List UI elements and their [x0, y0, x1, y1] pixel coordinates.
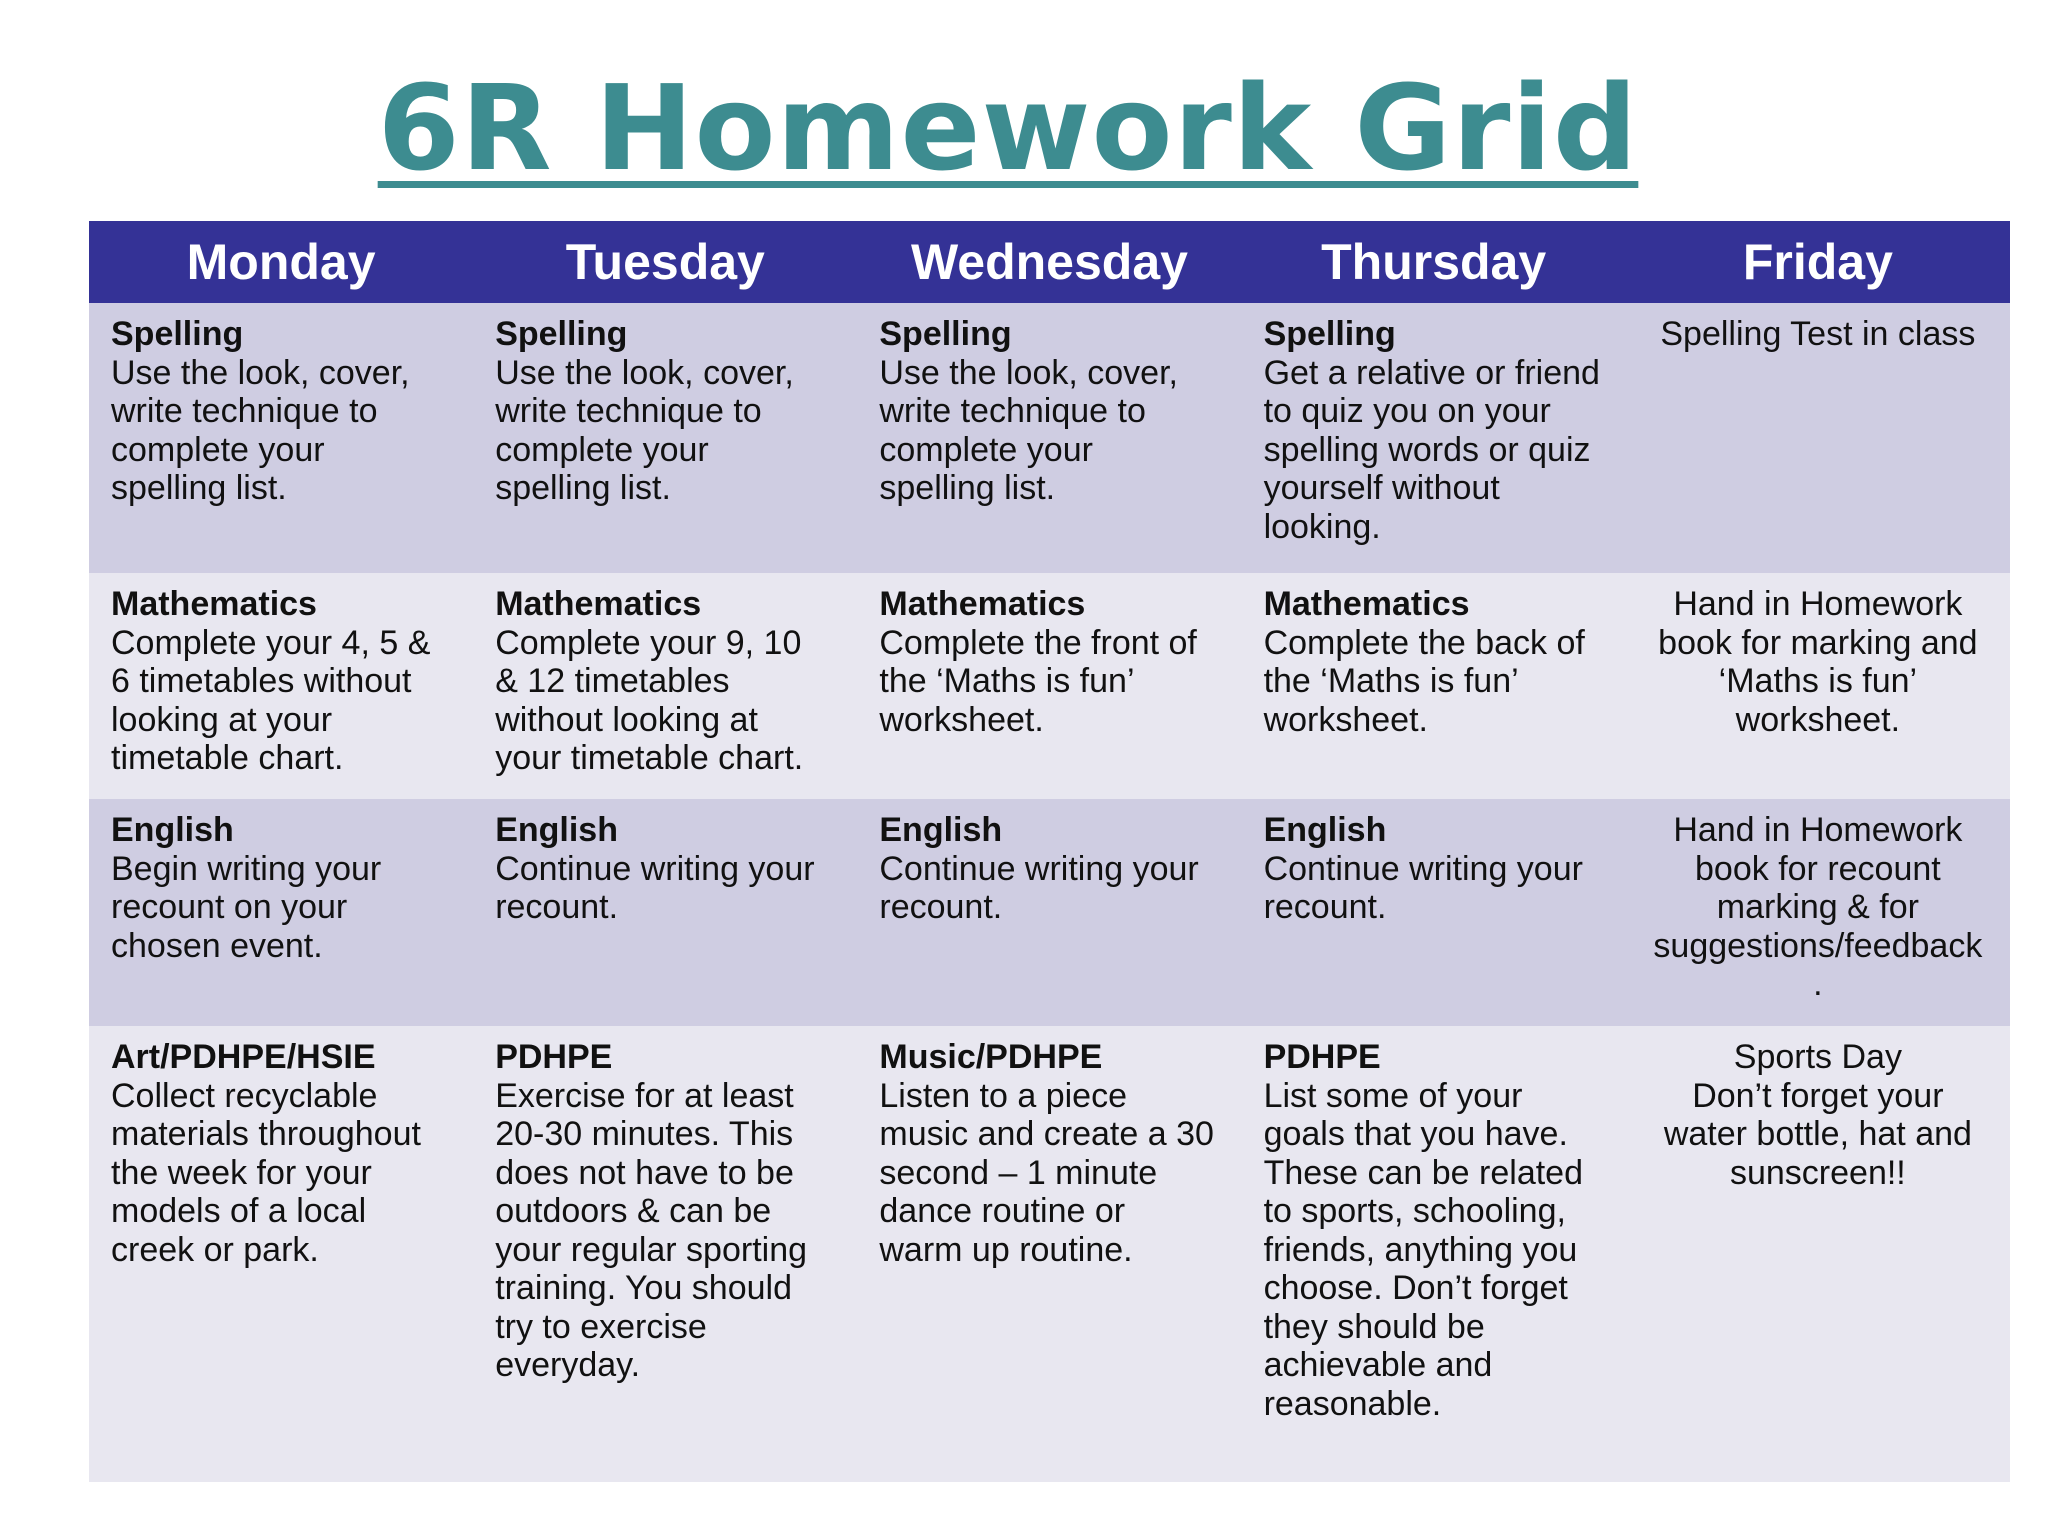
mathematics-tuesday-cell — [473, 573, 857, 799]
mathematics-wednesday-cell — [857, 573, 1241, 799]
task-text: Use the look, cover, write technique to complete your spelling list. — [879, 353, 1178, 507]
activity-monday-cell — [89, 1026, 473, 1482]
activity-wednesday-cell — [857, 1026, 1241, 1482]
day-header-row — [89, 221, 2010, 303]
subject-label: Spelling — [111, 315, 244, 353]
task-text: Collect recyclable materials throughout the week for your models of a local creek or park. — [111, 1076, 421, 1269]
subject-label: Spelling — [879, 315, 1012, 353]
english-tuesday-cell — [473, 799, 857, 1026]
subject-label: PDHPE — [1263, 1038, 1381, 1076]
mathematics-friday-cell — [1626, 573, 2010, 799]
subject-label: Mathematics — [1263, 585, 1470, 623]
subject-label: English — [111, 811, 234, 849]
activity-tuesday-cell — [473, 1026, 857, 1482]
task-text: Hand in Homework book for recount marking & for suggestions/feedback . — [1653, 811, 1983, 1003]
task-text: Complete the front of the ‘Maths is fun’ worksheet. — [879, 623, 1197, 739]
spelling-thursday-cell — [1242, 303, 1626, 573]
spelling-row — [89, 303, 2010, 573]
subject-label: English — [879, 811, 1003, 849]
subject-label: PDHPE — [495, 1038, 613, 1076]
english-row — [89, 799, 2010, 1026]
homework-grid — [89, 221, 2010, 1482]
activity-row — [89, 1026, 2010, 1482]
header-monday: Monday — [89, 221, 473, 303]
task-text: Complete your 9, 10 & 12 timetables without looking at your timetable chart. — [495, 623, 804, 777]
subject-label: Mathematics — [495, 585, 702, 623]
task-text: Spelling Test in class — [1660, 315, 1976, 353]
mathematics-thursday-cell — [1242, 573, 1626, 799]
header-wednesday: Wednesday — [857, 221, 1241, 303]
task-text: Continue writing your recount. — [495, 849, 815, 926]
english-monday-cell — [89, 799, 473, 1026]
task-text: Exercise for at least 20-30 minutes. This does not have to be outdoors & can be your regular sporting training. You should try to exercise everyday. — [495, 1076, 808, 1384]
mathematics-row — [89, 573, 2010, 799]
task-text: Get a relative or friend to quiz you on your spelling words or quiz yourself without looking. — [1263, 353, 1600, 546]
english-friday-cell — [1626, 799, 2010, 1026]
page-title: 6R Homework Grid — [377, 59, 1639, 197]
activity-thursday-cell — [1242, 1026, 1626, 1482]
spelling-friday-cell — [1626, 303, 2010, 573]
task-text: Listen to a piece music and create a 30 second – 1 minute dance routine or warm up routine. — [879, 1076, 1214, 1269]
header-thursday: Thursday — [1242, 221, 1626, 303]
subject-label: Mathematics — [879, 585, 1086, 623]
spelling-monday-cell — [89, 303, 473, 573]
task-text: Complete the back of the ‘Maths is fun’ worksheet. — [1263, 623, 1585, 739]
subject-label: Music/PDHPE — [879, 1038, 1103, 1076]
mathematics-monday-cell — [89, 573, 473, 799]
task-text: List some of your goals that you have. These can be related to sports, schooling, friends, anything you choose. Don’t forget they should be achievable and reasonable. — [1263, 1076, 1583, 1423]
task-text: Use the look, cover, write technique to complete your spelling list. — [111, 353, 410, 507]
task-text: Hand in Homework book for marking and ‘Maths is fun’ worksheet. — [1658, 585, 1978, 739]
subject-label: Spelling — [1263, 315, 1396, 353]
header-friday: Friday — [1626, 221, 2010, 303]
subject-label: Art/PDHPE/HSIE — [111, 1038, 376, 1076]
header-tuesday: Tuesday — [473, 221, 857, 303]
task-text: Use the look, cover, write technique to complete your spelling list. — [495, 353, 794, 507]
subject-label: Mathematics — [111, 585, 317, 623]
spelling-tuesday-cell — [473, 303, 857, 573]
subject-label: Spelling — [495, 315, 628, 353]
english-wednesday-cell — [857, 799, 1241, 1026]
task-text: Complete your 4, 5 & 6 timetables without looking at your timetable chart. — [111, 623, 431, 777]
task-text: Continue writing your recount. — [1263, 849, 1583, 926]
task-text: Continue writing your recount. — [879, 849, 1199, 926]
activity-friday-cell — [1626, 1026, 2010, 1482]
task-text: Begin writing your recount on your chosen event. — [111, 849, 382, 965]
subject-label: English — [1263, 811, 1387, 849]
subject-label: English — [495, 811, 618, 849]
task-text: Sports Day Don’t forget your water bottle, hat and sunscreen!! — [1663, 1038, 1972, 1192]
spelling-wednesday-cell — [857, 303, 1241, 573]
english-thursday-cell — [1242, 799, 1626, 1026]
